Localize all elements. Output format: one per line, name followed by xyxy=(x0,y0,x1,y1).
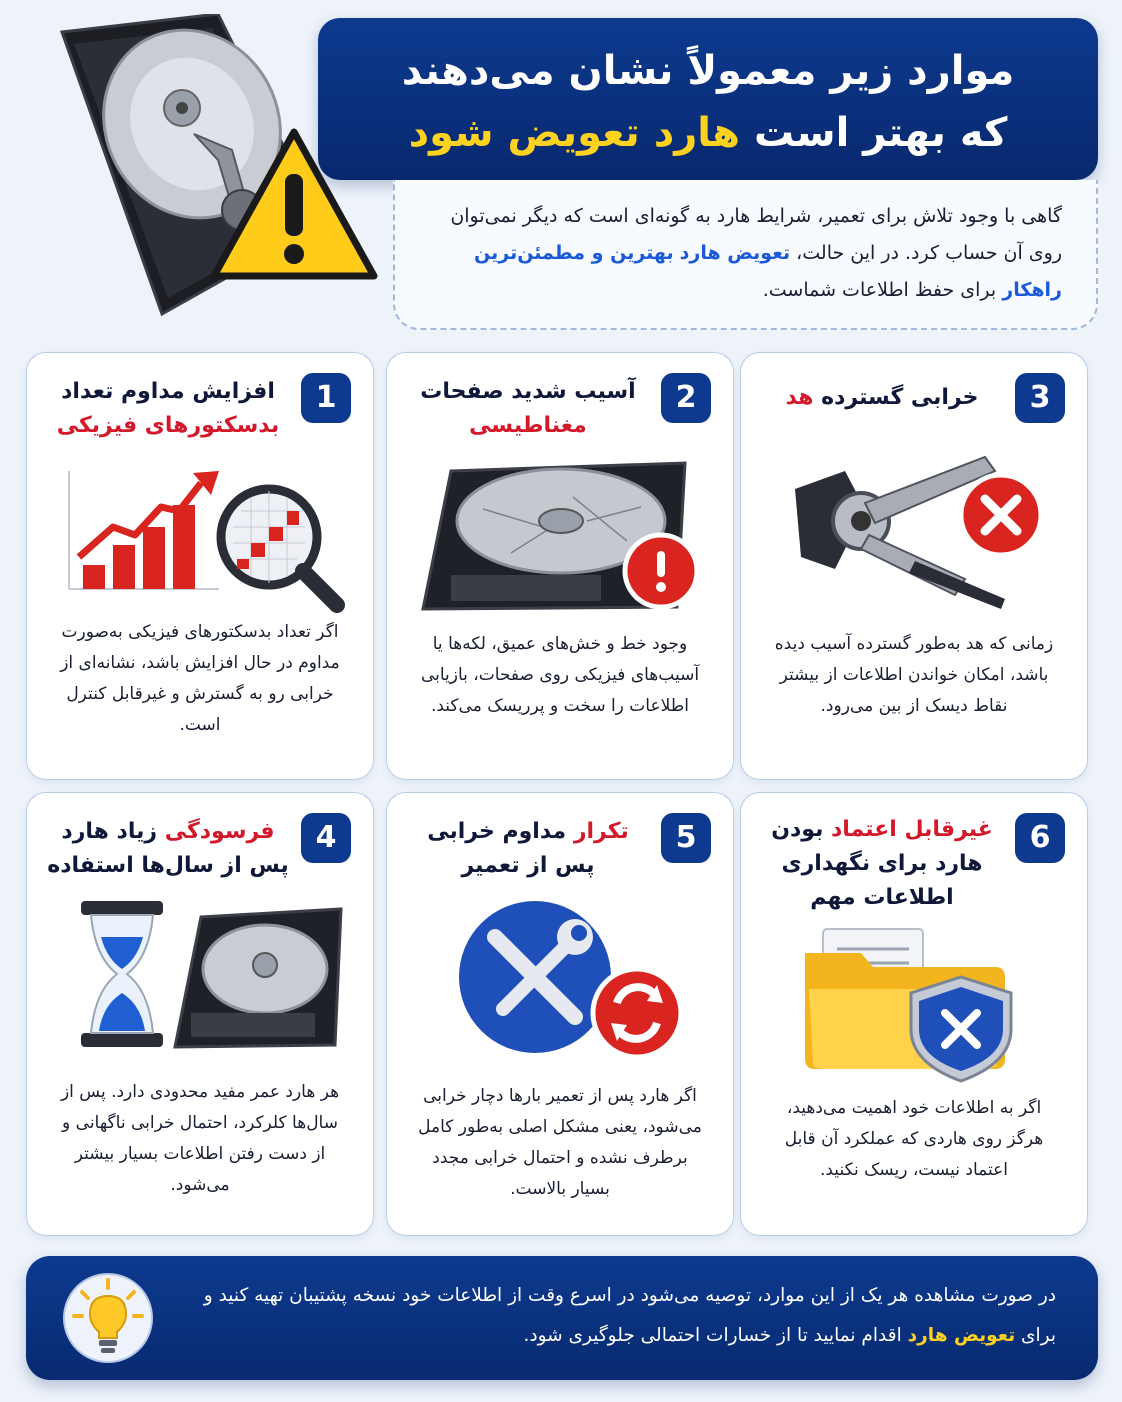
card-title-red: بدسکتورهای فیزیکی xyxy=(56,413,280,438)
card-title xyxy=(761,813,1003,915)
card-3 xyxy=(740,352,1088,780)
card-text: اگر به اطلاعات خود اهمیت می‌دهید، هرگز روی هاردی که عملکرد آن قابل اعتماد نیست، ریسک نکنید. xyxy=(784,1098,1044,1180)
card-title-line-3: اطلاعات مهم xyxy=(810,885,954,910)
card-number: 2 xyxy=(661,373,711,423)
card-title-red: هد xyxy=(785,385,814,410)
card-title-line xyxy=(761,813,1003,847)
hourglass-hdd-icon xyxy=(51,897,351,1057)
tools-repeat-icon xyxy=(411,899,711,1059)
footer-text-2: اقدام نمایید تا از خسارات احتمالی جلوگیری شود. xyxy=(523,1325,908,1346)
intro-highlight-1: تعویض هارد xyxy=(679,242,791,264)
page-title xyxy=(318,18,1098,180)
broken-head-icon xyxy=(765,449,1065,609)
card-title-line-2: پس از سال‌ها استفاده xyxy=(47,853,289,878)
footer-text-1: در صورت مشاهده هر یک از این موارد، توصیه می‌شود در اسرع وقت از اطلاعات خود نسخه پشتیبان تهیه کنید و برای xyxy=(203,1285,1056,1346)
card-title-red: غیرقابل اعتماد xyxy=(831,817,993,842)
bar-chart-magnifier-icon xyxy=(51,461,351,621)
card-number: 5 xyxy=(661,813,711,863)
card-title-red: تکرار xyxy=(573,819,629,844)
intro-text-3: برای حفظ اطلاعات شماست. xyxy=(762,279,1003,301)
card-title-line xyxy=(47,815,289,849)
intro-text-1: گاهی با وجود تلاش برای تعمیر، شرایط هارد به گونه‌ای است که دیگر نمی‌توان روی آن حساب کرد. در این حالت، xyxy=(450,205,1062,264)
title-line-2 xyxy=(318,102,1098,164)
title-highlight: هارد تعویض شود xyxy=(408,110,741,156)
card-title-line-2: هارد برای نگهداری xyxy=(781,851,983,876)
card-number: 3 xyxy=(1015,373,1065,423)
card-title xyxy=(407,375,649,443)
card-text: اگر تعداد بدسکتورهای فیزیکی به‌صورت مداوم در حال افزایش باشد، نشانه‌ای از خرابی رو به گسترش و غیرقابل کنترل است. xyxy=(60,622,340,735)
footer-banner xyxy=(26,1256,1098,1380)
card-6 xyxy=(740,792,1088,1236)
card-title-line: افزایش مداوم تعداد xyxy=(61,379,275,404)
card-title xyxy=(47,375,289,443)
card-text: زمانی که هد به‌طور گسترده آسیب دیده باشد، امکان خواندن اطلاعات از بیشتر نقاط دیسک از بین می‌رود. xyxy=(774,634,1054,716)
card-number: 1 xyxy=(301,373,351,423)
intro-box xyxy=(393,180,1098,330)
card-title-line: خرابی گسترده xyxy=(813,385,979,410)
card-title-line xyxy=(407,815,649,849)
card-5 xyxy=(386,792,734,1236)
folder-shield-icon xyxy=(765,923,1065,1083)
footer-highlight: تعویض هارد xyxy=(907,1325,1016,1346)
intro-text xyxy=(425,198,1062,309)
card-title-post: زیاد هارد xyxy=(61,819,165,844)
card-number: 4 xyxy=(301,813,351,863)
card-title-post: بودن xyxy=(771,817,831,842)
card-1 xyxy=(26,352,374,780)
card-number: 6 xyxy=(1015,813,1065,863)
title-line-2-text: که بهتر است xyxy=(740,110,1008,156)
title-line-1: موارد زیر معمولاً نشان می‌دهند xyxy=(401,48,1015,94)
card-title xyxy=(407,815,649,883)
card-title-red: فرسودگی xyxy=(164,819,275,844)
card-title-line-2: پس از تعمیر xyxy=(461,853,595,878)
card-text: هر هارد عمر مفید محدودی دارد. پس از سال‌ها کلرکرد، احتمال خرابی ناگهانی و از دست رفتن اطلاعات بسیار بیشتر می‌شود. xyxy=(60,1082,340,1195)
card-title-red: مغناطیسی xyxy=(469,413,587,438)
card-title xyxy=(47,815,289,883)
card-2 xyxy=(386,352,734,780)
card-4 xyxy=(26,792,374,1236)
lightbulb-icon xyxy=(62,1272,154,1364)
scratched-platter-icon xyxy=(411,457,711,617)
intro-highlight-2: بهترین و مطمئن‌ترین راهکار xyxy=(474,242,1062,301)
card-text: وجود خط و خش‌های عمیق، لکه‌ها یا آسیب‌های فیزیکی روی صفحات، بازیابی اطلاعات را سخت و پرریسک می‌کند. xyxy=(420,634,700,716)
card-title xyxy=(761,381,1003,415)
card-text: اگر هارد پس از تعمیر بارها دچار خرابی می‌شود، یعنی مشکل اصلی به‌طور کامل برطرف نشده و احتمال خرابی مجدد بسیار بالاست. xyxy=(418,1086,702,1199)
card-title-post: مداوم خرابی xyxy=(427,819,574,844)
footer-text xyxy=(176,1276,1056,1356)
card-title-line: آسیب شدید صفحات xyxy=(420,379,636,404)
